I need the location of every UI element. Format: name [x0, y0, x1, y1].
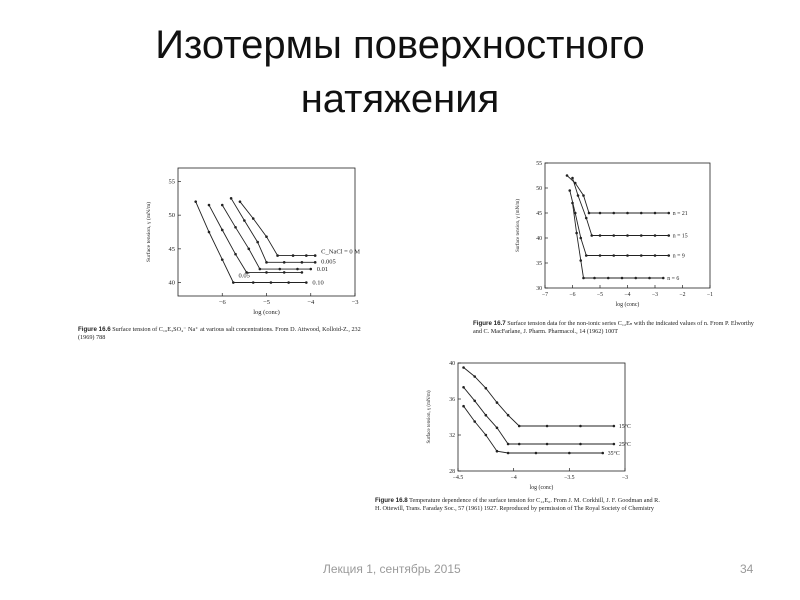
data-point — [648, 277, 651, 280]
y-tick-label: 45 — [536, 211, 542, 217]
data-point — [208, 204, 211, 207]
data-point — [667, 234, 670, 237]
series-label: C_NaCl = 0 M — [321, 248, 361, 256]
caption-text: Surface tension data for the non-ionic series C₁₂Eₙ with the indicated values of n. From P. Elworthy and C. MacFarlane, J. Pharm. Pharmacol., 14 (1962) 100T — [473, 320, 754, 336]
data-point — [582, 194, 585, 197]
caption-16-8 — [375, 497, 665, 513]
data-point — [571, 202, 574, 205]
data-point — [575, 232, 578, 235]
data-point — [654, 234, 657, 237]
data-point — [667, 254, 670, 257]
chart-16-7 — [510, 155, 720, 315]
data-point — [654, 212, 657, 215]
x-tick-label: −4 — [510, 475, 517, 481]
data-point — [579, 237, 582, 240]
data-point — [305, 281, 308, 284]
data-point — [640, 254, 643, 257]
slide-page-number: 34 — [740, 562, 754, 576]
y-axis-label: Surface tension, γ (mN/m) — [516, 198, 521, 253]
x-tick-label: −5 — [263, 299, 270, 306]
series-label: n = 15 — [672, 233, 688, 240]
y-tick-label: 32 — [449, 433, 455, 439]
y-tick-label: 45 — [168, 245, 175, 253]
data-point — [612, 254, 615, 257]
data-point — [283, 261, 286, 264]
series-label: n = 6 — [667, 276, 680, 282]
x-axis-label: log (conc) — [615, 302, 640, 308]
data-point — [546, 443, 549, 446]
caption-text: Surface tension of C₁₆E₃SO₄⁻ Na⁺ at various salt concentrations. From D. Attwood, Kolloid-Z., 232 (1969) 788 — [78, 326, 361, 342]
data-point — [507, 414, 510, 417]
data-point — [599, 212, 602, 215]
x-tick-label: −5 — [596, 292, 604, 298]
data-point — [571, 177, 574, 180]
data-point — [518, 443, 521, 446]
y-axis-label: Surface tension, γ (mN/m) — [146, 201, 152, 263]
plot-frame — [178, 168, 355, 296]
chart-16-6 — [140, 160, 370, 320]
data-point — [314, 261, 317, 264]
y-tick-label: 55 — [536, 161, 542, 167]
series-line — [196, 202, 307, 283]
series-label: 0.01 — [316, 266, 329, 274]
data-point — [309, 268, 312, 271]
series-label: 15°C — [618, 424, 631, 430]
data-point — [613, 443, 616, 446]
x-tick-label: −3 — [351, 299, 359, 306]
x-tick-label: −4.5 — [452, 475, 464, 481]
data-point — [507, 443, 510, 446]
data-point — [585, 254, 588, 257]
data-point — [582, 277, 585, 280]
y-axis-label: Surface tension, γ (mN/m) — [427, 390, 432, 444]
caption-text: Temperature dependence of the surface tension for C₁₂E₆. From J. M. Corkhill, J. F. Goodman and R. H. Ottewill, Trans. Faraday Soc., 57 (1961) 1927. Reproduced by permission of The Royal Society of Chemistry — [375, 497, 660, 513]
data-point — [287, 281, 290, 284]
figure-16-8 — [420, 355, 645, 495]
data-point — [634, 277, 637, 280]
data-point — [221, 204, 224, 207]
data-point — [278, 268, 281, 271]
data-point — [462, 405, 465, 408]
data-point — [518, 425, 521, 428]
x-tick-label: −4 — [624, 292, 631, 298]
slide-title — [0, 18, 800, 126]
data-point — [276, 254, 279, 257]
data-point — [301, 261, 304, 264]
series-label: 0.10 — [312, 279, 324, 287]
data-point — [252, 281, 255, 284]
data-point — [579, 443, 582, 446]
series-label: n = 9 — [672, 253, 685, 260]
x-tick-label: −7 — [541, 292, 549, 298]
y-tick-label: 36 — [449, 397, 455, 403]
data-point — [485, 387, 488, 390]
data-point — [593, 277, 596, 280]
y-tick-label: 55 — [168, 178, 175, 186]
data-point — [270, 281, 273, 284]
figure-16-7 — [510, 155, 720, 315]
x-tick-label: −3.5 — [564, 475, 575, 481]
series-line — [240, 202, 315, 256]
data-point — [612, 212, 615, 215]
data-point — [234, 226, 237, 229]
data-point — [234, 253, 237, 256]
data-point — [239, 200, 242, 203]
x-tick-label: −3 — [621, 475, 629, 481]
series-label: 0.05 — [238, 272, 250, 280]
data-point — [208, 231, 211, 234]
data-point — [640, 234, 643, 237]
data-point — [248, 248, 251, 251]
x-tick-label: −6 — [569, 292, 576, 298]
y-tick-label: 28 — [449, 469, 455, 475]
data-point — [265, 235, 268, 238]
data-point — [621, 277, 624, 280]
series-line — [464, 368, 614, 427]
data-point — [265, 261, 268, 264]
chart-16-8 — [420, 355, 645, 495]
x-tick-label: −1 — [706, 292, 714, 298]
data-point — [579, 425, 582, 428]
y-tick-label: 50 — [536, 186, 542, 192]
data-point — [577, 194, 580, 197]
x-tick-label: −3 — [651, 292, 659, 298]
data-point — [546, 425, 549, 428]
caption-label: Figure 16.7 — [473, 320, 506, 327]
y-tick-label: 40 — [168, 279, 175, 287]
series-label: 35°C — [607, 451, 620, 457]
data-point — [194, 200, 197, 203]
series-label: 25°C — [618, 442, 631, 448]
y-tick-label: 40 — [449, 361, 455, 367]
data-point — [566, 174, 569, 177]
y-tick-label: 30 — [536, 286, 542, 292]
data-point — [588, 212, 591, 215]
data-point — [462, 386, 465, 389]
data-point — [473, 420, 476, 423]
data-point — [535, 452, 538, 455]
data-point — [599, 234, 602, 237]
series-label: n = 21 — [672, 211, 688, 217]
data-point — [507, 452, 510, 455]
caption-16-6 — [78, 326, 378, 342]
data-point — [568, 452, 571, 455]
caption-16-7 — [473, 320, 763, 336]
x-tick-label: −4 — [307, 299, 315, 306]
data-point — [612, 234, 615, 237]
data-point — [283, 271, 286, 274]
data-point — [568, 189, 571, 192]
plot-frame — [458, 363, 625, 471]
data-point — [230, 197, 233, 200]
series-line — [231, 198, 315, 262]
data-point — [496, 401, 499, 404]
data-point — [221, 258, 224, 261]
caption-label: Figure 16.8 — [375, 497, 408, 504]
data-point — [305, 254, 308, 257]
data-point — [265, 271, 268, 274]
figure-16-6 — [140, 160, 370, 320]
data-point — [256, 241, 259, 244]
data-point — [243, 219, 246, 222]
x-tick-label: −6 — [218, 299, 226, 306]
data-point — [296, 268, 299, 271]
data-point — [654, 254, 657, 257]
data-point — [314, 254, 317, 257]
data-point — [585, 217, 588, 220]
y-tick-label: 50 — [168, 212, 175, 220]
slide-title-line-2: натяжения — [300, 77, 500, 121]
x-tick-label: −2 — [679, 292, 686, 298]
data-point — [301, 271, 304, 274]
data-point — [232, 281, 235, 284]
data-point — [626, 212, 629, 215]
plot-frame — [545, 163, 710, 288]
data-point — [626, 234, 629, 237]
data-point — [626, 254, 629, 257]
series-line — [573, 203, 664, 278]
data-point — [640, 212, 643, 215]
data-point — [496, 427, 499, 430]
data-point — [252, 217, 255, 220]
x-axis-label: log (conc) — [253, 309, 280, 316]
data-point — [259, 268, 262, 271]
y-tick-label: 40 — [536, 236, 542, 242]
data-point — [590, 234, 593, 237]
data-point — [485, 414, 488, 417]
data-point — [221, 229, 224, 232]
data-point — [473, 400, 476, 403]
slide-footer: Лекция 1, сентябрь 2015 — [323, 562, 461, 576]
series-label: 0.005 — [321, 258, 336, 266]
data-point — [662, 277, 665, 280]
data-point — [607, 277, 610, 280]
data-point — [613, 425, 616, 428]
data-point — [462, 366, 465, 369]
data-point — [473, 375, 476, 378]
x-axis-label: log (conc) — [529, 485, 554, 491]
y-tick-label: 35 — [536, 261, 542, 267]
data-point — [579, 259, 582, 262]
data-point — [667, 212, 670, 215]
slide-title-line-1: Изотермы поверхностного — [155, 23, 645, 67]
data-point — [599, 254, 602, 257]
data-point — [601, 452, 604, 455]
data-point — [485, 434, 488, 437]
data-point — [496, 450, 499, 453]
caption-label: Figure 16.6 — [78, 326, 111, 333]
data-point — [292, 254, 295, 257]
